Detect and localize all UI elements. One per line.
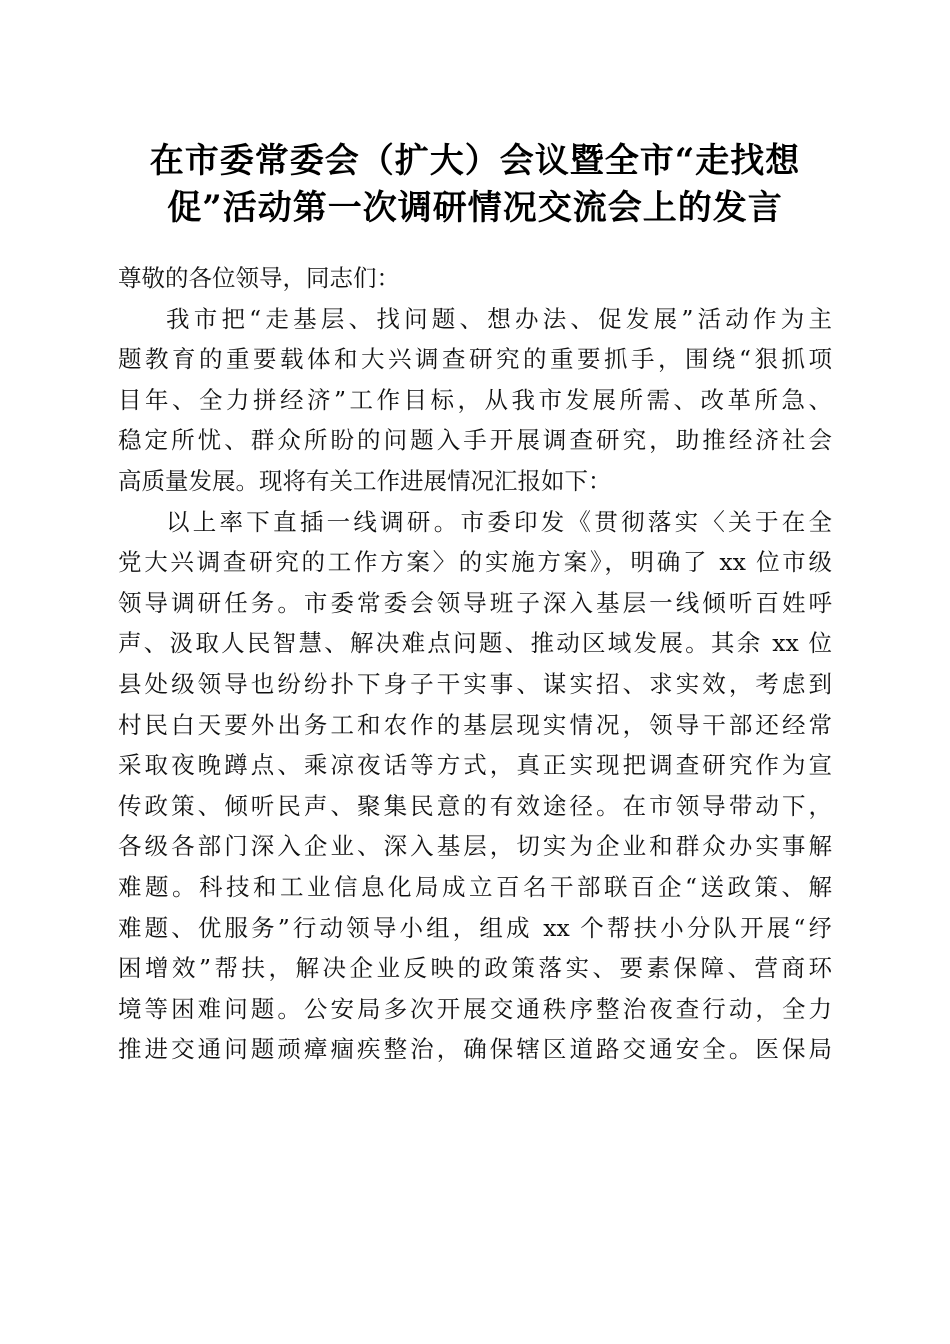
- text-line: 境等困难问题。公安局多次开展交通秩序整治夜查行动，全力: [118, 994, 832, 1023]
- text-line: 领导调研任务。市委常委会领导班子深入基层一线倾听百姓呼: [118, 588, 832, 617]
- text-line: 目年、全力拼经济”工作目标，从我市发展所需、改革所急、: [118, 385, 832, 414]
- text-line: 稳定所忧、群众所盼的问题入手开展调查研究，助推经济社会: [118, 426, 832, 455]
- text-line: 推进交通问题顽瘴痼疾整治，确保辖区道路交通安全。医保局: [118, 1035, 832, 1064]
- document-title: [118, 138, 832, 232]
- paragraph-research: [118, 502, 832, 1070]
- text-line: 难题、优服务”行动领导小组，组成 xx 个帮扶小分队开展“纾: [118, 913, 832, 942]
- text-line: 难题。科技和工业信息化局成立百名干部联百企“送政策、解: [118, 872, 832, 901]
- salutation: 尊敬的各位领导，同志们：: [118, 264, 400, 292]
- text-line: 声、汲取人民智慧、解决难点问题、推动区域发展。其余 xx 位: [118, 629, 832, 658]
- text-line: 题教育的重要载体和大兴调查研究的重要抓手，围绕“狠抓项: [118, 345, 832, 374]
- text-line: 县处级领导也纷纷扑下身子干实事、谋实招、求实效，考虑到: [118, 669, 832, 698]
- text-line: 以上率下直插一线调研。市委印发《贯彻落实〈关于在全: [166, 507, 832, 536]
- text-line: 我市把“走基层、找问题、想办法、促发展”活动作为主: [166, 304, 832, 333]
- paragraph-intro: [118, 299, 832, 502]
- title-line: 促”活动第一次调研情况交流会上的发言: [167, 188, 783, 228]
- document-body: [118, 258, 832, 1070]
- text-line: 村民白天要外出务工和农作的基层现实情况，领导干部还经常: [118, 710, 832, 739]
- text-line: 传政策、倾听民声、聚集民意的有效途径。在市领导带动下，: [118, 791, 832, 820]
- text-line: 党大兴调查研究的工作方案〉的实施方案》，明确了 xx 位市级: [118, 548, 832, 577]
- text-line: 各级各部门深入企业、深入基层，切实为企业和群众办实事解: [118, 832, 832, 861]
- text-line: 采取夜晚蹲点、乘凉夜话等方式，真正实现把调查研究作为宣: [118, 751, 832, 780]
- title-line: 在市委常委会（扩大）会议暨全市“走找想: [149, 141, 801, 181]
- text-line: 困增效”帮扶，解决企业反映的政策落实、要素保障、营商环: [118, 954, 832, 983]
- text-line: 高质量发展。现将有关工作进展情况汇报如下：: [118, 466, 612, 495]
